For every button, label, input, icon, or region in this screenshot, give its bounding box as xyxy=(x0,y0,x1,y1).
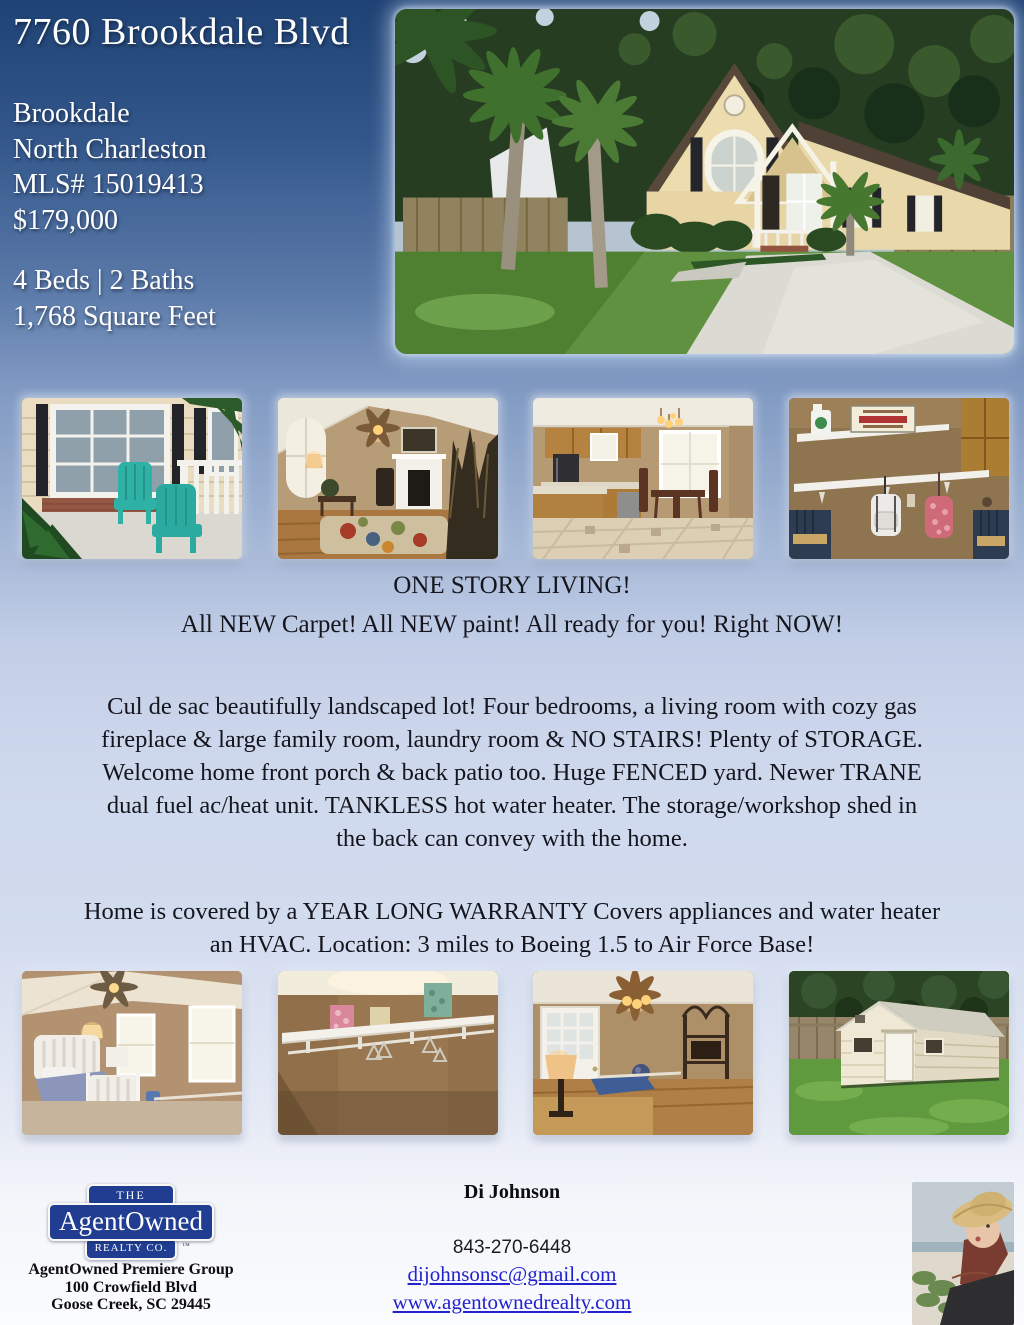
photo-agent-headshot xyxy=(912,1182,1014,1325)
office-group: AgentOwned Premiere Group xyxy=(28,1261,234,1278)
photo-closet xyxy=(278,971,498,1135)
house-exterior-illustration xyxy=(395,9,1014,354)
front-porch-illustration xyxy=(22,398,242,559)
logo-the-box: THE xyxy=(87,1184,175,1207)
warranty-note xyxy=(0,895,1024,961)
listing-header xyxy=(13,10,350,335)
logo-name-box: AgentOwned xyxy=(48,1203,214,1241)
photo-living-room xyxy=(278,398,498,559)
photo-house-exterior xyxy=(395,9,1014,354)
agent-website-link[interactable]: www.agentownedrealty.com xyxy=(392,1290,632,1314)
text-line: fireplace & large family room, laundry room & NO STAIRS! Plenty of STORAGE. xyxy=(101,726,923,753)
text-line: the back can convey with the home. xyxy=(336,825,688,852)
city: North Charleston xyxy=(13,133,207,165)
agent-email-row xyxy=(302,1262,722,1287)
text-line: Cul de sac beautifully landscaped lot! Four bedrooms, a living room with cozy gas xyxy=(107,693,917,720)
page-title: 7760 Brookdale Blvd xyxy=(13,11,350,53)
agent-website-row xyxy=(302,1290,722,1315)
square-feet: 1,768 Square Feet xyxy=(13,301,216,332)
beds-baths: 4 Beds | 2 Baths xyxy=(13,265,195,296)
logo-realty-box: REALTY CO. xyxy=(85,1237,177,1260)
text-line: Home is covered by a YEAR LONG WARRANTY Covers appliances and water heater xyxy=(83,898,941,925)
agentowned-logo xyxy=(48,1184,214,1260)
agent-name: Di Johnson xyxy=(463,1181,561,1203)
office-address xyxy=(14,1261,248,1314)
text-line: an HVAC. Location: 3 miles to Boeing 1.5 to Air Force Base! xyxy=(209,931,815,958)
bedroom-illustration xyxy=(22,971,242,1135)
neighborhood: Brookdale xyxy=(13,98,130,129)
office-city: Goose Creek, SC 29445 xyxy=(51,1296,211,1313)
text-line: Welcome home front porch & back patio too. Huge FENCED yard. Newer TRANE xyxy=(102,759,922,786)
listing-info xyxy=(13,96,350,238)
photo-family-room xyxy=(533,971,753,1135)
photo-front-porch xyxy=(22,398,242,559)
family-room-illustration xyxy=(533,971,753,1135)
photo-laundry-room xyxy=(789,398,1009,559)
office-street: 100 Crowfield Blvd xyxy=(64,1278,198,1296)
property-description xyxy=(0,690,1024,855)
closet-illustration xyxy=(278,971,498,1135)
photo-row-top xyxy=(22,398,1009,559)
highlight-line-1: ONE STORY LIVING! xyxy=(393,572,631,599)
listing-stats xyxy=(13,263,350,335)
photo-kitchen xyxy=(533,398,753,559)
agent-phone: 843-270-6448 xyxy=(452,1237,572,1258)
mls-number: MLS# 15019413 xyxy=(13,169,204,200)
storage-shed-illustration xyxy=(789,971,1009,1135)
price: $179,000 xyxy=(13,204,118,236)
laundry-room-illustration xyxy=(789,398,1009,559)
kitchen-illustration xyxy=(533,398,753,559)
living-room-illustration xyxy=(278,398,498,559)
highlight-line-2: All NEW Carpet! All NEW paint! All ready for you! Right NOW! xyxy=(180,611,844,638)
agent-headshot-illustration xyxy=(912,1182,1014,1325)
text-line: dual fuel ac/heat unit. TANKLESS hot water heater. The storage/workshop shed in xyxy=(106,792,918,819)
agent-email-link[interactable]: dijohnsonsc@gmail.com xyxy=(407,1262,617,1286)
trademark-symbol: ™ xyxy=(182,1241,190,1250)
photo-storage-shed xyxy=(789,971,1009,1135)
photo-row-bottom xyxy=(22,971,1009,1135)
photo-bedroom xyxy=(22,971,242,1135)
